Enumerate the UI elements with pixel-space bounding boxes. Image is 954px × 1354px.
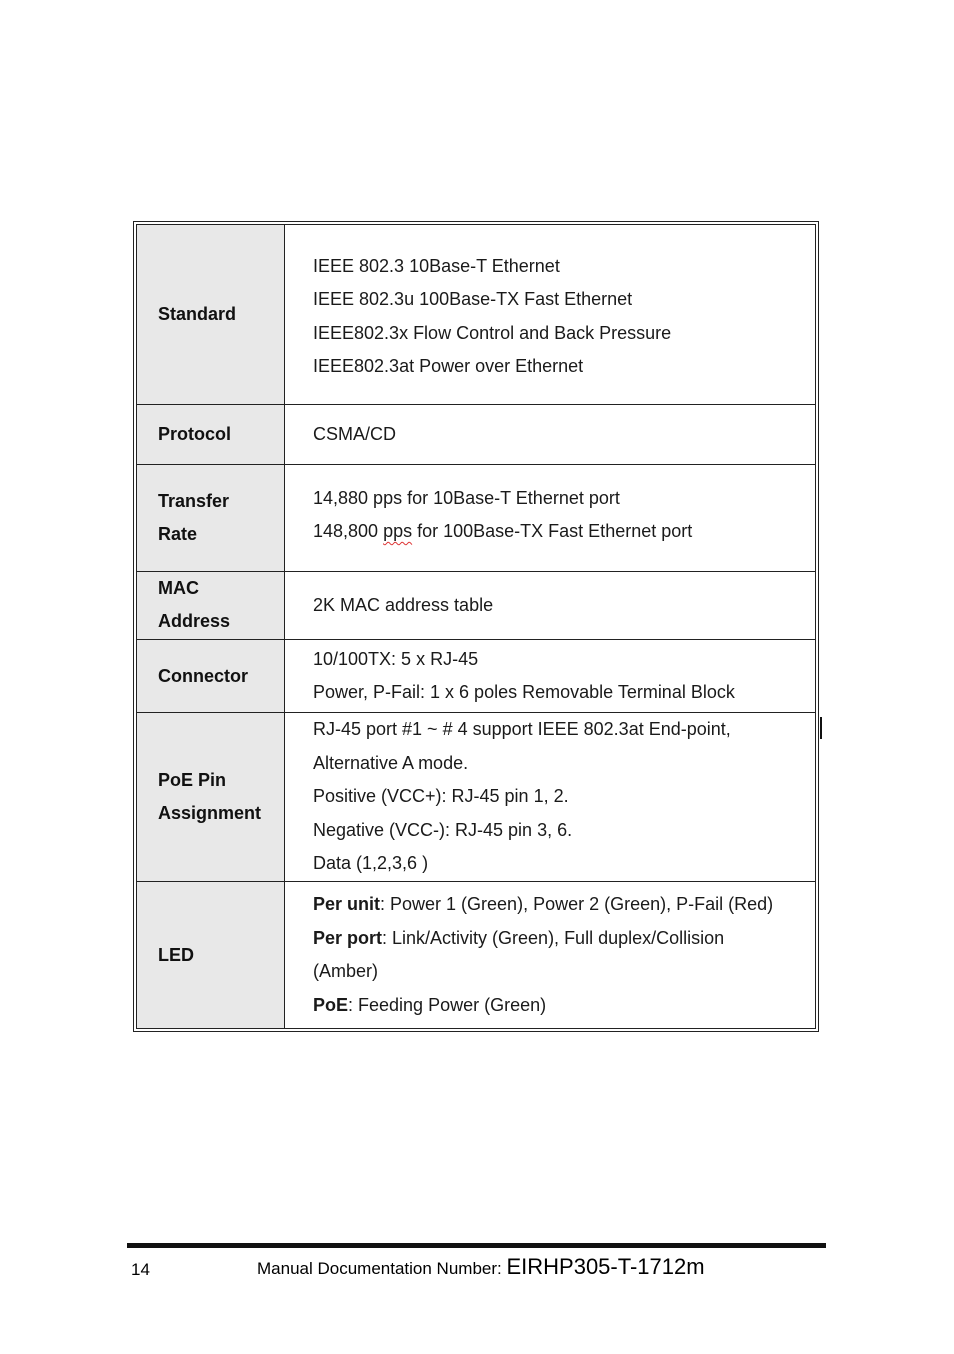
spec-value-line: IEEE802.3at Power over Ethernet: [313, 356, 584, 376]
doc-number: EIRHP305-T-1712m: [506, 1254, 705, 1279]
spec-value: [285, 465, 815, 571]
value-bold-term: PoE: [313, 994, 349, 1015]
spec-value-line: [313, 922, 807, 956]
spec-label: [137, 572, 285, 639]
footer-doc-reference: [257, 1254, 705, 1280]
spec-value-line: [313, 989, 807, 1023]
value-text: : Link/Activity (Green), Full duplex/Collision: [382, 927, 725, 948]
spec-row-standard: [137, 225, 815, 405]
spec-label-line: Transfer: [158, 491, 230, 511]
spec-label-line: PoE Pin: [158, 770, 227, 790]
spec-value-line: [313, 888, 807, 922]
value-text: : Power 1 (Green), Power 2 (Green), P-Fail (Red): [380, 894, 774, 914]
doc-number-label: Manual Documentation Number:: [257, 1259, 507, 1278]
spec-row-transfer-rate: [137, 465, 815, 572]
spellcheck-underlined-word: pps: [383, 521, 413, 541]
spec-label-line: Assignment: [158, 803, 262, 823]
spec-value-line: Power, P-Fail: 1 x 6 poles Removable Terminal Block: [313, 682, 735, 702]
spec-value-line: Negative (VCC-): RJ-45 pin 3, 6.: [313, 819, 573, 840]
spec-value-line: RJ-45 port #1 ~ # 4 support IEEE 802.3at End-point,: [313, 719, 731, 739]
page-number: 14: [131, 1260, 150, 1279]
spec-row-mac-address: [137, 572, 815, 640]
spec-label-line: Standard: [158, 304, 237, 324]
spec-value: [285, 572, 815, 639]
spec-value-line: [313, 515, 807, 549]
spec-value-line: IEEE802.3x Flow Control and Back Pressure: [313, 322, 672, 343]
spec-label: [137, 225, 285, 404]
value-text: 148,800: [313, 521, 384, 541]
spec-value-line: Alternative A mode.: [313, 752, 469, 773]
spec-row-poe-pin-assignment: [137, 713, 815, 882]
spec-value: [285, 225, 815, 404]
spec-value: [285, 713, 815, 881]
spec-label-line: Address: [158, 611, 231, 631]
spec-value-line: CSMA/CD: [313, 423, 397, 444]
spec-row-connector: [137, 640, 815, 713]
spec-value-line: IEEE 802.3 10Base-T Ethernet: [313, 255, 560, 276]
spec-value-line: Positive (VCC+): RJ-45 pin 1, 2.: [313, 786, 569, 806]
value-text: : Feeding Power (Green): [348, 994, 547, 1015]
spec-value-line: Data (1,2,3,6 ): [313, 853, 429, 873]
spec-label: [137, 640, 285, 712]
spec-value-line: 14,880 pps for 10Base-T Ethernet port: [313, 487, 620, 508]
spec-label: [137, 713, 285, 881]
value-text: for 100Base-TX Fast Ethernet port: [412, 521, 693, 541]
spec-label-line: Protocol: [158, 424, 232, 444]
spec-label: [137, 882, 285, 1028]
spec-label: [137, 465, 285, 571]
spec-value-line: (Amber): [313, 961, 379, 981]
spec-value-line: 2K MAC address table: [313, 594, 494, 615]
spec-label: [137, 405, 285, 464]
margin-change-bar: [820, 717, 822, 739]
spec-value-line: 10/100TX: 5 x RJ-45: [313, 648, 479, 669]
specification-table: [133, 221, 819, 1032]
spec-value-line: IEEE 802.3u 100Base-TX Fast Ethernet: [313, 289, 633, 309]
spec-value: [285, 882, 815, 1028]
footer-divider: [127, 1243, 826, 1248]
spec-label-line: Rate: [158, 524, 198, 544]
spec-label-line: LED: [158, 944, 194, 965]
spec-row-led: [137, 882, 815, 1028]
value-bold-term: Per port: [313, 927, 383, 948]
spec-value: [285, 405, 815, 464]
spec-row-protocol: [137, 405, 815, 465]
specification-table-body: [136, 224, 816, 1029]
value-bold-term: Per unit: [313, 894, 381, 914]
spec-label-line: Connector: [158, 665, 248, 686]
spec-value: [285, 640, 815, 712]
spec-label-line: MAC: [158, 578, 199, 598]
